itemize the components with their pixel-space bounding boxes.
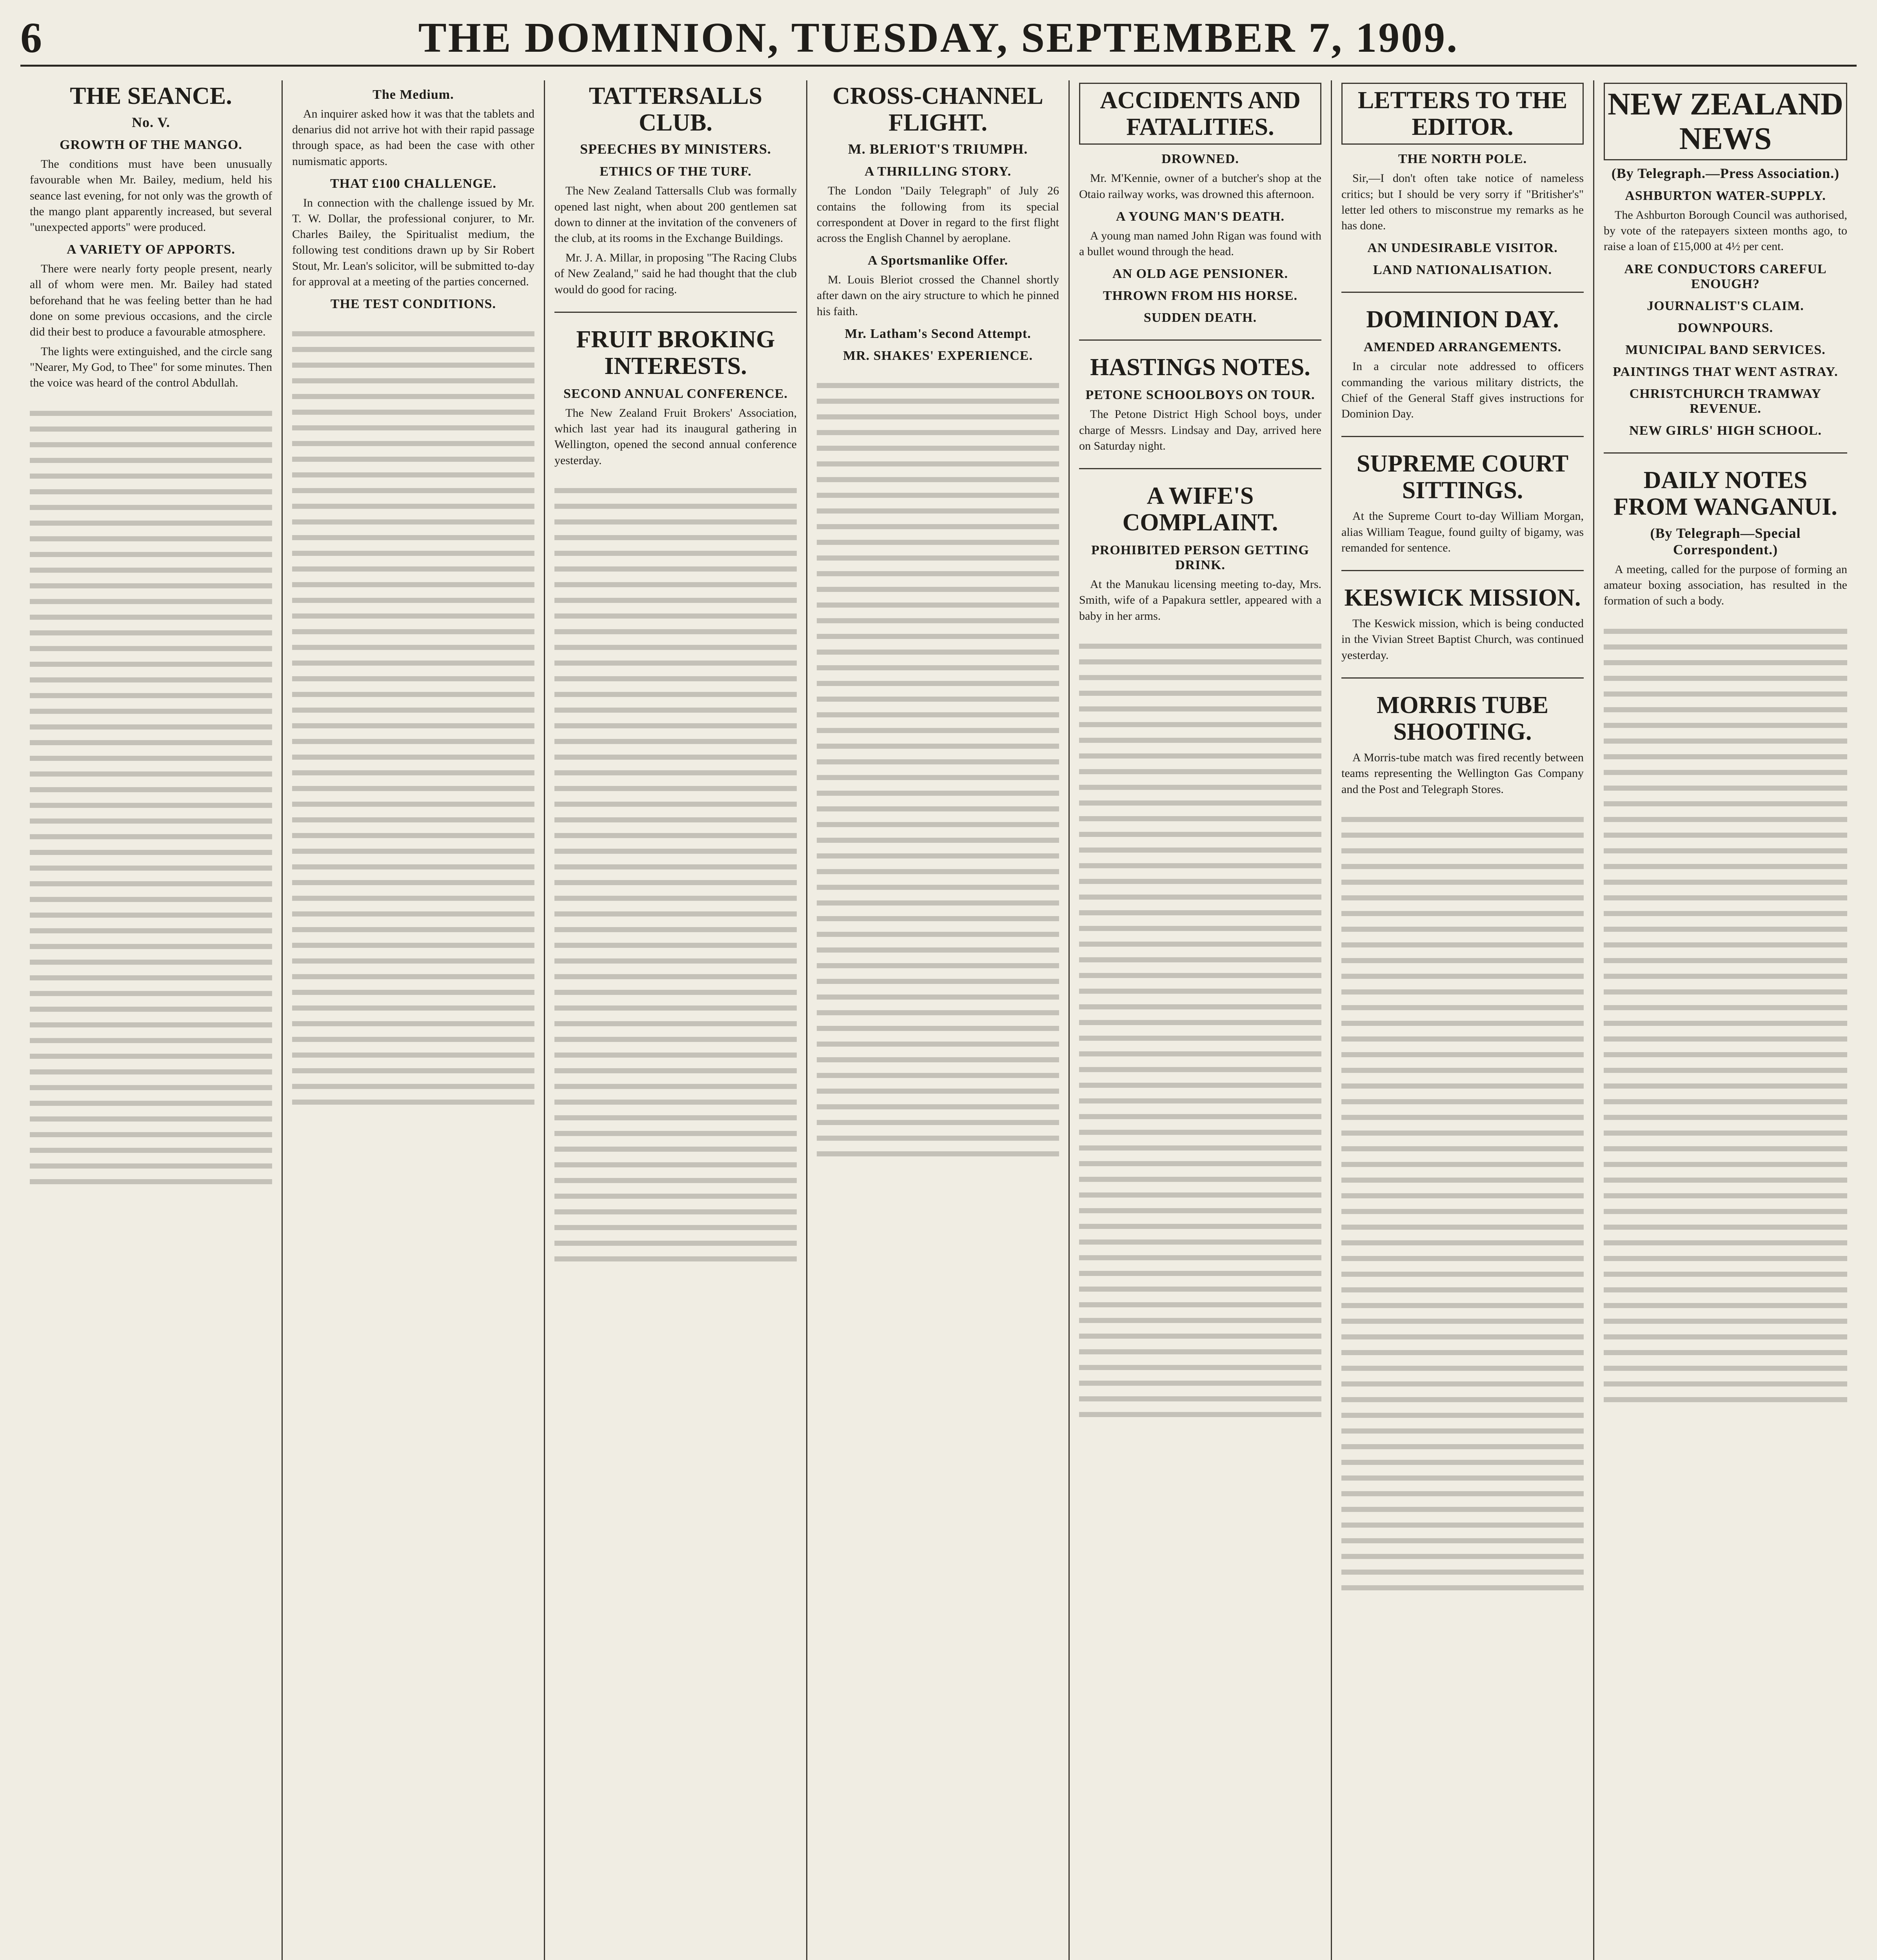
- article-subhead: THE TEST CONDITIONS.: [330, 296, 496, 311]
- article-subhead: The Medium.: [372, 87, 454, 102]
- column-7: [1594, 80, 1857, 1960]
- article-subhead: DROWNED.: [1161, 152, 1239, 167]
- article: [1079, 83, 1321, 325]
- article-subhead: Mr. Latham's Second Attempt.: [845, 326, 1031, 341]
- article: [554, 83, 797, 298]
- column-text-continuation: [554, 483, 797, 1267]
- article-subhead: AN UNDESIRABLE VISITOR.: [1367, 241, 1558, 256]
- article-paragraph: The conditions must have been unusually favourable when Mr. Bailey, medium, held his seance last evening, for not only was the growth of the mango plant apparently increased, but several "unexpected apports" were produced.: [30, 158, 272, 234]
- article: [817, 83, 1059, 363]
- article-subhead: PAINTINGS THAT WENT ASTRAY.: [1613, 364, 1838, 379]
- article-subhead: ETHICS OF THE TURF.: [600, 164, 752, 179]
- article-subhead: CHRISTCHURCH TRAMWAY REVENUE.: [1629, 386, 1822, 416]
- article-paragraph: The lights were extinguished, and the circle sang "Nearer, My God, to Thee" for some minutes. Then the voice was heard of the control Abdullah.: [30, 345, 272, 390]
- article: [1341, 83, 1584, 278]
- article: [1079, 468, 1321, 624]
- article-headline: NEW ZEALAND NEWS: [1604, 83, 1847, 160]
- article-subhead: PROHIBITED PERSON GETTING DRINK.: [1091, 543, 1309, 573]
- article-headline: LETTERS TO THE EDITOR.: [1341, 83, 1584, 145]
- article-deck: M. BLERIOT'S TRIUMPH.: [848, 141, 1028, 157]
- column-3: [545, 80, 807, 1960]
- article-paragraph: The Petone District High School boys, under charge of Messrs. Lindsay and Day, arrived here on Saturday night.: [1079, 408, 1321, 452]
- article: [30, 83, 272, 391]
- article: [292, 87, 534, 312]
- article-deck: No. V.: [132, 114, 170, 131]
- article-subhead: MR. SHAKES' EXPERIENCE.: [843, 348, 1033, 363]
- column-text-continuation: [1079, 638, 1321, 1422]
- article-headline: DAILY NOTES FROM WANGANUI.: [1614, 466, 1837, 520]
- article-subhead: AN OLD AGE PENSIONER.: [1112, 267, 1288, 281]
- article-headline: DOMINION DAY.: [1366, 306, 1559, 333]
- newspaper-title: THE DOMINION, TUESDAY, SEPTEMBER 7, 1909.: [418, 15, 1459, 61]
- article-paragraph: A young man named John Rigan was found with a bullet wound through the head.: [1079, 229, 1321, 258]
- article-deck: (By Telegraph.—Press Association.): [1611, 165, 1840, 181]
- page-number: 6: [20, 14, 42, 62]
- article: [1341, 570, 1584, 663]
- masthead: [20, 0, 1857, 67]
- article-subhead: THROWN FROM HIS HORSE.: [1103, 289, 1298, 303]
- article-subhead: PETONE SCHOOLBOYS ON TOUR.: [1085, 388, 1315, 403]
- article-subhead: AMENDED ARRANGEMENTS.: [1363, 340, 1562, 355]
- article-paragraph: Sir,—I don't often take notice of nameless critics; but I should be very sorry if "Britisher's" letter led others to misconstrue my remarks as he has done.: [1341, 172, 1584, 232]
- article-subhead: THAT £100 CHALLENGE.: [330, 176, 496, 191]
- article-subhead: DOWNPOURS.: [1677, 320, 1773, 335]
- article-headline: THE SEANCE.: [70, 83, 232, 109]
- article-subhead: JOURNALIST'S CLAIM.: [1647, 298, 1804, 313]
- article-subhead: NEW GIRLS' HIGH SCHOOL.: [1629, 423, 1822, 438]
- article-paragraph: At the Manukau licensing meeting to-day, Mrs. Smith, wife of a Papakura settler, appeared with a baby in her arms.: [1079, 578, 1321, 622]
- article-paragraph: The New Zealand Tattersalls Club was formally opened last night, when about 200 gentlemen sat down to dinner at the invitation of the conveners of the club, at its rooms in the Exchange Buildings.: [554, 184, 797, 245]
- article: [554, 312, 797, 468]
- article-subhead: A Sportsmanlike Offer.: [868, 253, 1008, 268]
- article-paragraph: The New Zealand Fruit Brokers' Association, which last year had its inaugural gathering in Wellington, opened the second annual conference yesterday.: [554, 407, 797, 467]
- article-subhead: MUNICIPAL BAND SERVICES.: [1625, 342, 1826, 357]
- article-subhead: A VARIETY OF APPORTS.: [67, 242, 235, 257]
- article: [1341, 292, 1584, 422]
- article: [1604, 452, 1847, 609]
- article-subhead: A YOUNG MAN'S DEATH.: [1116, 209, 1285, 224]
- column-6: [1332, 80, 1594, 1960]
- article-deck: SPEECHES BY MINISTERS.: [580, 141, 771, 157]
- article-subhead: ASHBURTON WATER-SUPPLY.: [1625, 189, 1826, 203]
- article-headline: A WIFE'S COMPLAINT.: [1122, 482, 1278, 536]
- column-1: [20, 80, 283, 1960]
- article-subhead: A THRILLING STORY.: [864, 164, 1012, 179]
- article-paragraph: A meeting, called for the purpose of forming an amateur boxing association, has resulted in the formation of such a body.: [1604, 563, 1847, 608]
- article-paragraph: The Keswick mission, which is being conducted in the Vivian Street Baptist Church, was continued yesterday.: [1341, 617, 1584, 662]
- article-headline: FRUIT BROKING INTERESTS.: [576, 326, 775, 379]
- article-headline: TATTERSALLS CLUB.: [589, 83, 763, 136]
- article-paragraph: In connection with the challenge issued by Mr. T. W. Dollar, the professional conjurer, to Mr. Charles Bailey, the Spiritualist medium, the following test conditions drawn up by Sir Robert Stout, Mr. Lean's solicitor, will be submitted to-day for approval at a meeting of the parties concerned.: [292, 196, 534, 288]
- column-text-continuation: [817, 377, 1059, 1161]
- article-headline: ACCIDENTS AND FATALITIES.: [1079, 83, 1321, 145]
- article-subhead: GROWTH OF THE MANGO.: [60, 138, 242, 152]
- article-headline: MORRIS TUBE SHOOTING.: [1376, 691, 1549, 745]
- article-paragraph: At the Supreme Court to-day William Morgan, alias William Teague, found guilty of bigamy, was remanded for sentence.: [1341, 510, 1584, 554]
- column-text-continuation: [30, 405, 272, 1189]
- article-subhead: LAND NATIONALISATION.: [1373, 263, 1552, 278]
- column-text-continuation: [1341, 811, 1584, 1595]
- article-paragraph: An inquirer asked how it was that the tablets and denarius did not arrive hot with their rapid passage through space, as had been the case with other numismatic apports.: [292, 107, 534, 168]
- article-subhead: THE NORTH POLE.: [1398, 152, 1527, 167]
- article: [1341, 436, 1584, 556]
- article: [1079, 339, 1321, 454]
- article-subhead: SUDDEN DEATH.: [1143, 310, 1257, 325]
- article-headline: CROSS-CHANNEL FLIGHT.: [832, 83, 1043, 136]
- article-subhead: SECOND ANNUAL CONFERENCE.: [563, 387, 788, 401]
- column-2: [283, 80, 545, 1960]
- column-4: [807, 80, 1070, 1960]
- article-paragraph: A Morris-tube match was fired recently between teams representing the Wellington Gas Company and the Post and Telegraph Stores.: [1341, 751, 1584, 796]
- article-deck: (By Telegraph—Special Correspondent.): [1650, 525, 1801, 557]
- article-headline: KESWICK MISSION.: [1344, 584, 1581, 611]
- article-paragraph: In a circular note addressed to officers commanding the various military districts, the Chief of the General Staff gives instructions for Dominion Day.: [1341, 360, 1584, 420]
- article-paragraph: Mr. J. A. Millar, in proposing "The Racing Clubs of New Zealand," said he had thought that the club would do good for racing.: [554, 251, 797, 296]
- article-paragraph: There were nearly forty people present, nearly all of whom were men. Mr. Bailey had stated beforehand that he was feeling better than he had done on some previous occasions, and the circle did their best to produce a favourable atmosphere.: [30, 262, 272, 338]
- article-paragraph: M. Louis Bleriot crossed the Channel shortly after dawn on the airy structure to which he pinned his faith.: [817, 273, 1059, 318]
- columns-container: [20, 80, 1857, 1960]
- article: [1604, 83, 1847, 438]
- article-headline: HASTINGS NOTES.: [1090, 354, 1310, 381]
- article-paragraph: The London "Daily Telegraph" of July 26 contains the following from its special correspondent at Dover in regard to the first flight across the English Channel by aeroplane.: [817, 184, 1059, 245]
- article-paragraph: The Ashburton Borough Council was authorised, by vote of the ratepayers sixteen months ago, to raise a loan of £15,000 at 4½ per cent.: [1604, 209, 1847, 253]
- column-5: [1070, 80, 1332, 1960]
- column-text-continuation: [1604, 623, 1847, 1407]
- article-subhead: ARE CONDUCTORS CAREFUL ENOUGH?: [1624, 261, 1827, 291]
- column-text-continuation: [292, 326, 534, 1110]
- article-headline: SUPREME COURT SITTINGS.: [1356, 450, 1569, 504]
- article-paragraph: Mr. M'Kennie, owner of a butcher's shop at the Otaio railway works, was drowned this afternoon.: [1079, 172, 1321, 201]
- article: [1341, 677, 1584, 797]
